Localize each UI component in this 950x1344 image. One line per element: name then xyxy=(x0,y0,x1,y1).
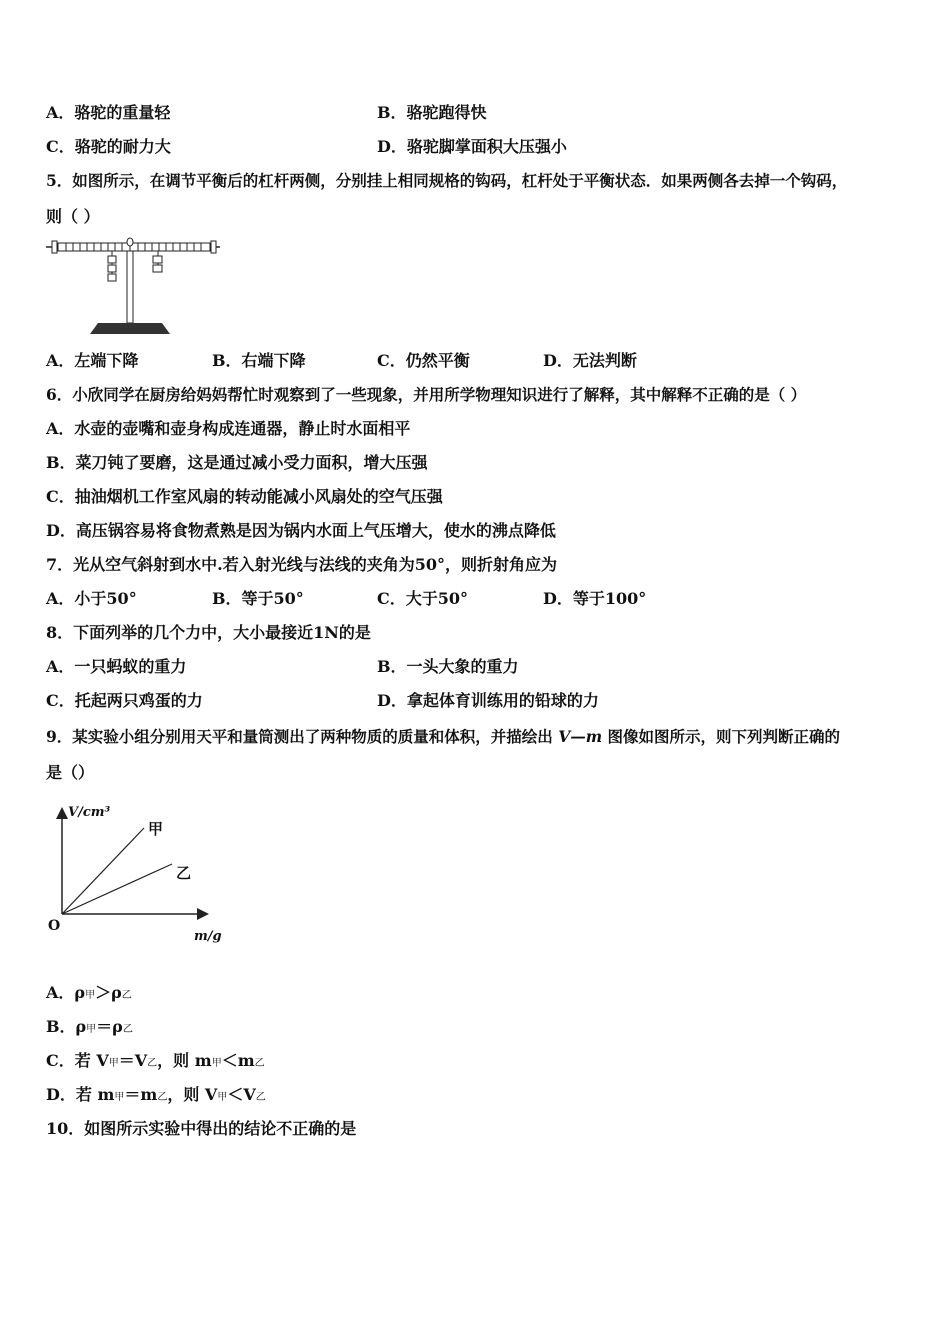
q4-option-d: D．骆驼脚掌面积大压强小 xyxy=(377,137,567,156)
q6-option-b: B．菜刀钝了要磨，这是通过减小受力面积，增大压强 xyxy=(46,453,428,472)
q8-option-a: A．一只蚂蚁的重力 xyxy=(46,657,187,676)
q9-option-c: C．若 V甲＝V乙，则 m甲＜m乙 xyxy=(46,1051,265,1070)
q8-option-c: C．托起两只鸡蛋的力 xyxy=(46,691,203,710)
q9-option-b: B．ρ甲＝ρ乙 xyxy=(46,1017,133,1036)
q4-option-a: A．骆驼的重量轻 xyxy=(46,103,171,122)
q6-option-a: A．水壶的壶嘴和壶身构成连通器，静止时水面相平 xyxy=(46,419,411,438)
line-jia xyxy=(62,828,144,914)
line-jia-label: 甲 xyxy=(148,820,164,838)
q7-option-c: C．大于50° xyxy=(377,589,469,608)
q9-stem-line2: 是（） xyxy=(46,763,95,782)
q6-option-d: D．高压锅容易将食物煮熟是因为锅内水面上气压增大，使水的沸点降低 xyxy=(46,521,556,540)
q5-option-b: B．右端下降 xyxy=(212,351,306,370)
q5-option-d: D．无法判断 xyxy=(543,351,637,370)
line-yi-label: 乙 xyxy=(176,864,192,882)
q8-stem: 8．下面列举的几个力中，大小最接近1N的是 xyxy=(46,623,371,642)
q6-stem: 6．小欣同学在厨房给妈妈帮忙时观察到了一些现象，并用所学物理知识进行了解释，其中解释不正确的是（ ） xyxy=(46,385,807,404)
q8-option-b: B．一头大象的重力 xyxy=(377,657,519,676)
q9-option-a: A．ρ甲＞ρ乙 xyxy=(46,983,132,1002)
q7-stem: 7．光从空气斜射到水中.若入射光线与法线的夹角为50°，则折射角应为 xyxy=(46,555,557,574)
v-m-graph xyxy=(44,798,224,946)
q6-option-c: C．抽油烟机工作室风扇的转动能减小风扇处的空气压强 xyxy=(46,487,443,506)
x-axis-label: m/g xyxy=(194,929,222,944)
q9-stem-line1: 9．某实验小组分别用天平和量筒测出了两种物质的质量和体积，并描绘出 V—m 图像如图所示，则下列判断正确的 xyxy=(46,727,841,746)
origin-label: O xyxy=(48,918,61,934)
q4-option-b: B．骆驼跑得快 xyxy=(377,103,487,122)
q8-option-d: D．拿起体育训练用的铅球的力 xyxy=(377,691,599,710)
q9-option-d: D．若 m甲＝m乙，则 V甲＜V乙 xyxy=(46,1085,266,1104)
q7-option-b: B．等于50° xyxy=(212,589,304,608)
lever-figure xyxy=(44,236,220,338)
q5-stem-line1: 5．如图所示，在调节平衡后的杠杆两侧，分别挂上相同规格的钩码，杠杆处于平衡状态．如果两侧各去掉一个钩码， xyxy=(46,171,848,190)
q10-stem: 10．如图所示实验中得出的结论不正确的是 xyxy=(46,1119,357,1138)
line-yi xyxy=(62,864,172,914)
q5-option-c: C．仍然平衡 xyxy=(377,351,470,370)
y-axis-label: V/cm³ xyxy=(68,805,111,820)
q7-option-d: D．等于100° xyxy=(543,589,647,608)
q7-option-a: A．小于50° xyxy=(46,589,137,608)
q4-option-c: C．骆驼的耐力大 xyxy=(46,137,171,156)
q5-option-a: A．左端下降 xyxy=(46,351,139,370)
q5-stem-line2: 则（ ） xyxy=(46,207,100,226)
